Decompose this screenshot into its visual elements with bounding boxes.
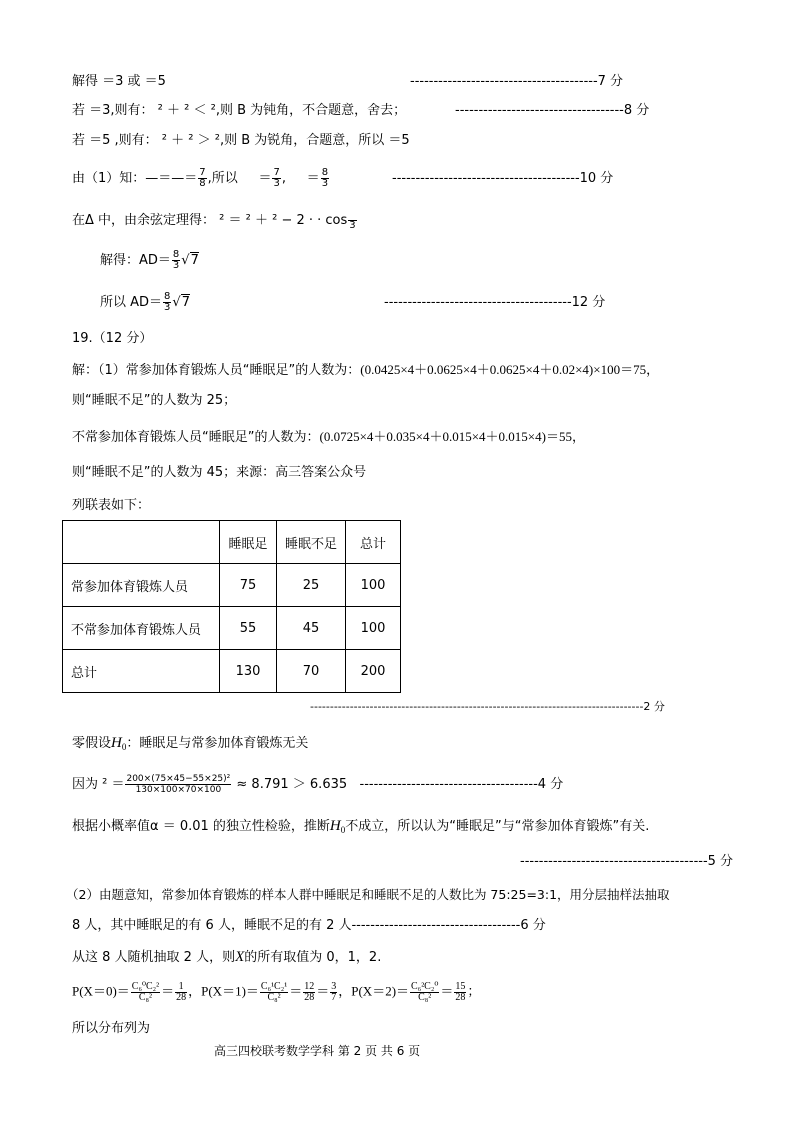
table-cell: 200: [346, 650, 401, 693]
table-row: [63, 564, 401, 607]
table-row: [63, 650, 401, 693]
table-cell: 常参加体育锻炼人员: [63, 564, 220, 607]
solution-line: 列联表如下：: [72, 498, 151, 513]
solution-line: 由（1）知：—＝—＝ $\frac{7}{8}$ ,所以 ＝ $\frac{7}{3}$ , ＝ $\frac{8}{3}$: [72, 167, 329, 189]
solution-line: 解：（1）常参加体育锻炼人员“睡眠足”的人数为：(0.0425×4＋0.0625×4＋0.0625×4＋0.02×4)×100＝75，: [72, 362, 660, 378]
solution-line: 所以 AD＝ $\frac{8}{3}$ √7: [100, 291, 190, 313]
table-cell: 100: [346, 564, 401, 607]
solution-line: 则“睡眠不足”的人数为 45；来源：高三答案公众号: [72, 465, 367, 480]
solution-line: （2）由题意知，常参加体育锻炼的样本人群中睡眠足和睡眠不足的人数比为 75:25=3:1，用分层抽样法抽取: [66, 887, 670, 902]
table-cell: 55: [220, 607, 277, 650]
score-marker: ----------------------------------------5 分: [520, 854, 734, 869]
score-marker: ------------------------------------8 分: [455, 103, 650, 118]
table-cell: 70: [277, 650, 346, 693]
contingency-table: [62, 520, 401, 693]
solution-line: 解得 ＝3 或 ＝5: [72, 74, 166, 89]
solution-line: 若 ＝3,则有： ² ＋ ² ＜ ²,则 B 为钝角，不合题意，舍去；: [72, 103, 407, 118]
solution-line: 所以分布列为: [72, 1021, 151, 1036]
solution-line: 解得：AD＝ $\frac{8}{3}$ √7: [100, 249, 199, 271]
score-marker: ----------------------------------------12 分: [384, 295, 606, 310]
table-row: [63, 607, 401, 650]
table-header-row: [63, 521, 401, 564]
table-cell: [63, 521, 220, 564]
table-cell: 25: [277, 564, 346, 607]
table-header-cell: 睡眠不足: [277, 521, 346, 564]
table-header-cell: 总计: [346, 521, 401, 564]
table-cell: 总计: [63, 650, 220, 693]
solution-line: 零假设$H_0$：睡眠足与常参加体育锻炼无关: [72, 735, 309, 752]
solution-line: 不常参加体育锻炼人员“睡眠足”的人数为：(0.0725×4＋0.035×4＋0.015×4＋0.015×4)＝55，: [72, 429, 585, 445]
solution-line: 则“睡眠不足”的人数为 25；: [72, 393, 237, 408]
table-cell: 130: [220, 650, 277, 693]
solution-line: 8 人，其中睡眠足的有 6 人，睡眠不足的有 2 人------------------------------------6 分: [72, 918, 546, 933]
probability-line: P(X＝0)＝ $\frac{\text{C₆⁰C₂²}}{\text{C₈²}}$ ＝ $\frac{1}{28}$ ，P(X＝1)＝ $\frac{\text{C₆¹C₂¹}}{\text{C₈²}}$ ＝ $\frac{12}{28}$ ＝ $\frac{3}{7}$ ，P(X＝2)＝ $\frac{\text{C₆²C₂⁰}}{\text{C₈²}}$ ＝ $\frac{15}{28}$ ；: [72, 981, 481, 1003]
solution-line: 根据小概率值α ＝ 0.01 的独立性检验，推断$H_0$不成立，所以认为“睡眠足”与“常参加体育锻炼”有关.: [72, 818, 650, 835]
table-cell: 不常参加体育锻炼人员: [63, 607, 220, 650]
table-header-cell: 睡眠足: [220, 521, 277, 564]
score-marker: ----------------------------------------10 分: [392, 171, 614, 186]
table-cell: 75: [220, 564, 277, 607]
solution-line: 若 ＝5 ,则有： ² ＋ ² ＞ ²,则 B 为锐角，合题意，所以 ＝5: [72, 133, 410, 148]
solution-line: 因为 ² ＝ $\frac{\text{200×(75×45−55×25)²}}{130\times 100\times 70\times 100}$ ≈ 8.791 ＞ 6.635 --------------------------------------4 分: [72, 774, 564, 795]
table-cell: 100: [346, 607, 401, 650]
question-heading: 19.（12 分）: [72, 331, 153, 346]
score-marker: ----------------------------------------7 分: [410, 74, 624, 89]
table-cell: 45: [277, 607, 346, 650]
page-footer: 高三四校联考数学学科 第 2 页 共 6 页: [214, 1044, 421, 1058]
solution-line: 从这 8 人随机抽取 2 人，则X的所有取值为 0，1，2.: [72, 949, 382, 965]
solution-line: 在Δ 中，由余弦定理得： ² ＝ ² ＋ ² − 2 · · cos 3: [72, 210, 358, 231]
score-marker: ------------------------------------------------------------------------------------2 分: [310, 700, 665, 713]
